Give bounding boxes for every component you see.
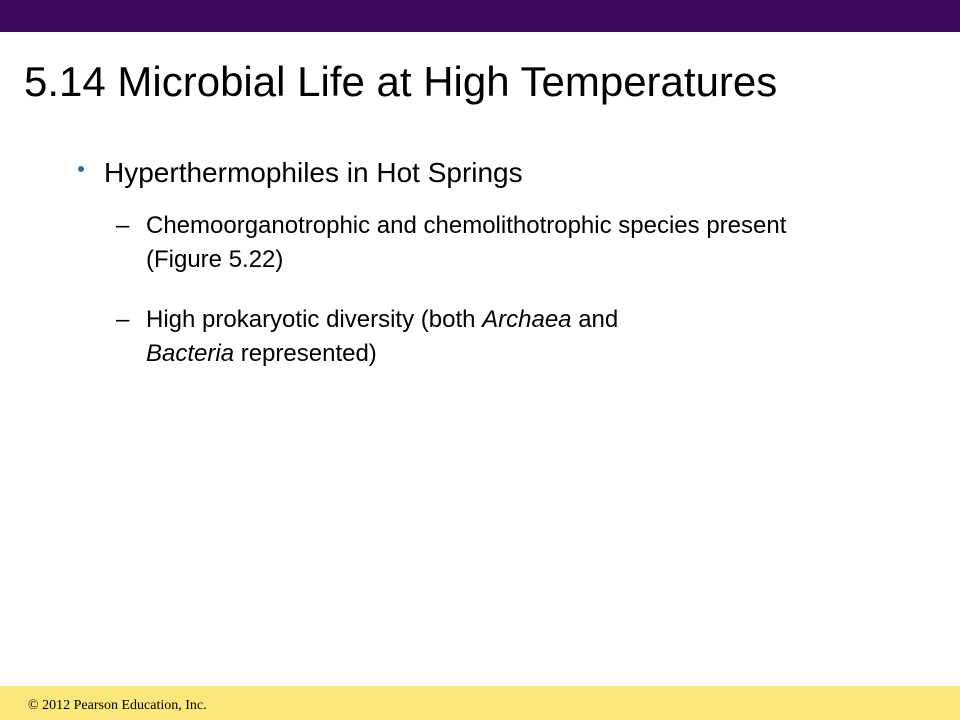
dash-icon: – <box>116 212 130 239</box>
dash-icon: – <box>116 306 130 333</box>
italic-term-bacteria: Bacteria <box>146 340 235 367</box>
sub-bullet-text: Chemoorganotrophic and chemolithotrophic species present (Figure 5.22) <box>146 212 787 273</box>
header-bar <box>0 0 960 32</box>
sub-bullet-item <box>116 209 866 277</box>
bullet-item <box>104 153 523 193</box>
sub-bullet-text-part: represented) <box>234 340 377 367</box>
bullet-dot-icon <box>78 166 84 172</box>
italic-term-archaea: Archaea <box>482 306 572 333</box>
sub-bullet-text-part: and <box>571 306 619 333</box>
sub-bullet-text-part: High prokaryotic diversity (both <box>146 306 483 333</box>
bullet-text: Hyperthermophiles in Hot Springs <box>104 157 523 188</box>
sub-bullet-item <box>116 303 866 371</box>
copyright-text: © 2012 Pearson Education, Inc. <box>28 698 207 713</box>
slide-title: 5.14 Microbial Life at High Temperatures <box>24 58 778 105</box>
